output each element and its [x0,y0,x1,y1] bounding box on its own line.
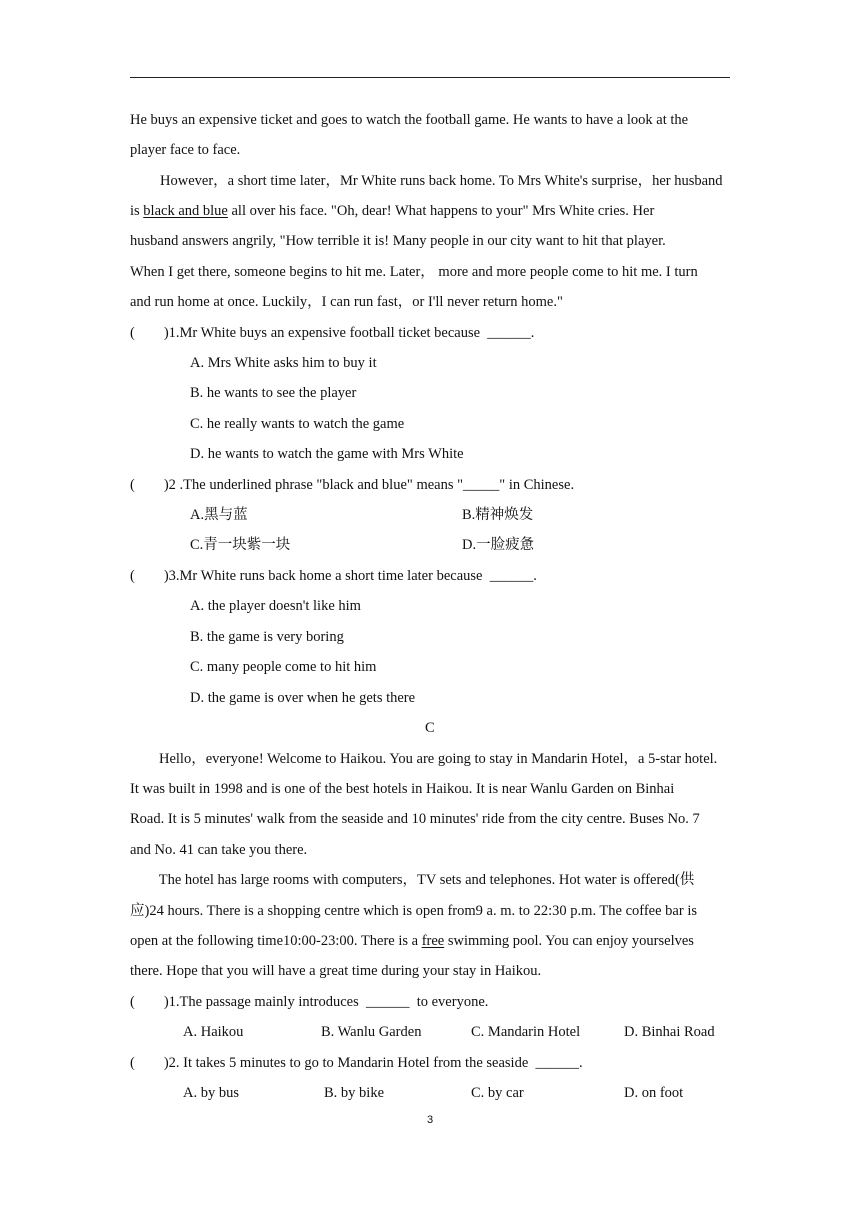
answer-option: A. by bus [183,1085,239,1101]
answer-option: C. many people come to hit him [190,659,377,675]
passage-text: It was built in 1998 and is one of the best hotels in Haikou. It is near Wanlu Garden on Binhai [130,781,675,797]
passage-text: Hello，everyone! Welcome to Haikou. You are going to stay in Mandarin Hotel，a 5-star hotel. [130,751,718,767]
answer-option: C. he really wants to watch the game [190,416,405,432]
passage-text: When I get there, someone begins to hit me. Later， more and more people come to hit me. I turn [130,264,698,280]
answer-option: A.黑与蓝 [190,507,248,523]
passage-text: He buys an expensive ticket and goes to watch the football game. He wants to have a look at the [130,112,689,128]
answer-option: A. Haikou [183,1024,244,1040]
passage-text: husband answers angrily, "How terrible it is! Many people in our city want to hit that player. [130,233,666,249]
page-number: 3 [426,1114,434,1126]
passage-text: and run home at once. Luckily，I can run fast，or I'll never return home." [130,294,563,310]
answer-option: C. Mandarin Hotel [471,1024,581,1040]
answer-option: A. the player doesn't like him [190,598,361,614]
passage-text: 应)24 hours. There is a shopping centre which is open from9 a. m. to 22:30 p.m. The coffee bar is [130,903,697,919]
answer-option: D. on foot [624,1085,684,1101]
underlined-word: free [421,933,445,949]
passage-text: there. Hope that you will have a great time during your stay in Haikou. [130,963,542,979]
passage-text: The hotel has large rooms with computers，TV sets and telephones. Hot water is offered(供 [130,872,695,888]
underlined-phrase: black and blue [143,203,228,219]
question-stem: ( )1.The passage mainly introduces ______ to everyone. [130,994,489,1010]
answer-option: B.精神焕发 [462,507,534,523]
question-stem: ( )2 .The underlined phrase "black and blue" means "_____" in Chinese. [130,477,575,493]
answer-option: D. he wants to watch the game with Mrs White [190,446,464,462]
passage-text: However，a short time later，Mr White runs back home. To Mrs White's surprise，her husband [160,173,723,189]
question-stem: ( )1.Mr White buys an expensive football ticket because ______. [130,325,535,341]
answer-option: C. by car [471,1085,524,1101]
passage-text: is black and blue all over his face. "Oh, dear! What happens to your" Mrs White cries. Her [130,203,655,219]
passage-text: Road. It is 5 minutes' walk from the seaside and 10 minutes' ride from the city centre. Buses No. 7 [130,811,700,827]
section-heading: C [425,720,435,736]
answer-option: C.青一块紫一块 [190,537,291,553]
answer-option: D. the game is over when he gets there [190,690,416,706]
header-rule [130,77,730,78]
answer-option: B. he wants to see the player [190,385,357,401]
passage-text: player face to face. [130,142,241,158]
answer-option: A. Mrs White asks him to buy it [190,355,377,371]
answer-option: B. Wanlu Garden [321,1024,422,1040]
answer-option: D. Binhai Road [624,1024,715,1040]
answer-option: B. the game is very boring [190,629,344,645]
answer-option: B. by bike [324,1085,385,1101]
passage-text: and No. 41 can take you there. [130,842,308,858]
question-stem: ( )2. It takes 5 minutes to go to Mandarin Hotel from the seaside ______. [130,1055,583,1071]
question-stem: ( )3.Mr White runs back home a short time later because ______. [130,568,537,584]
answer-option: D.一脸疲惫 [462,537,535,553]
passage-text: open at the following time10:00-23:00. There is a free swimming pool. You can enjoy yourselves [130,933,694,949]
